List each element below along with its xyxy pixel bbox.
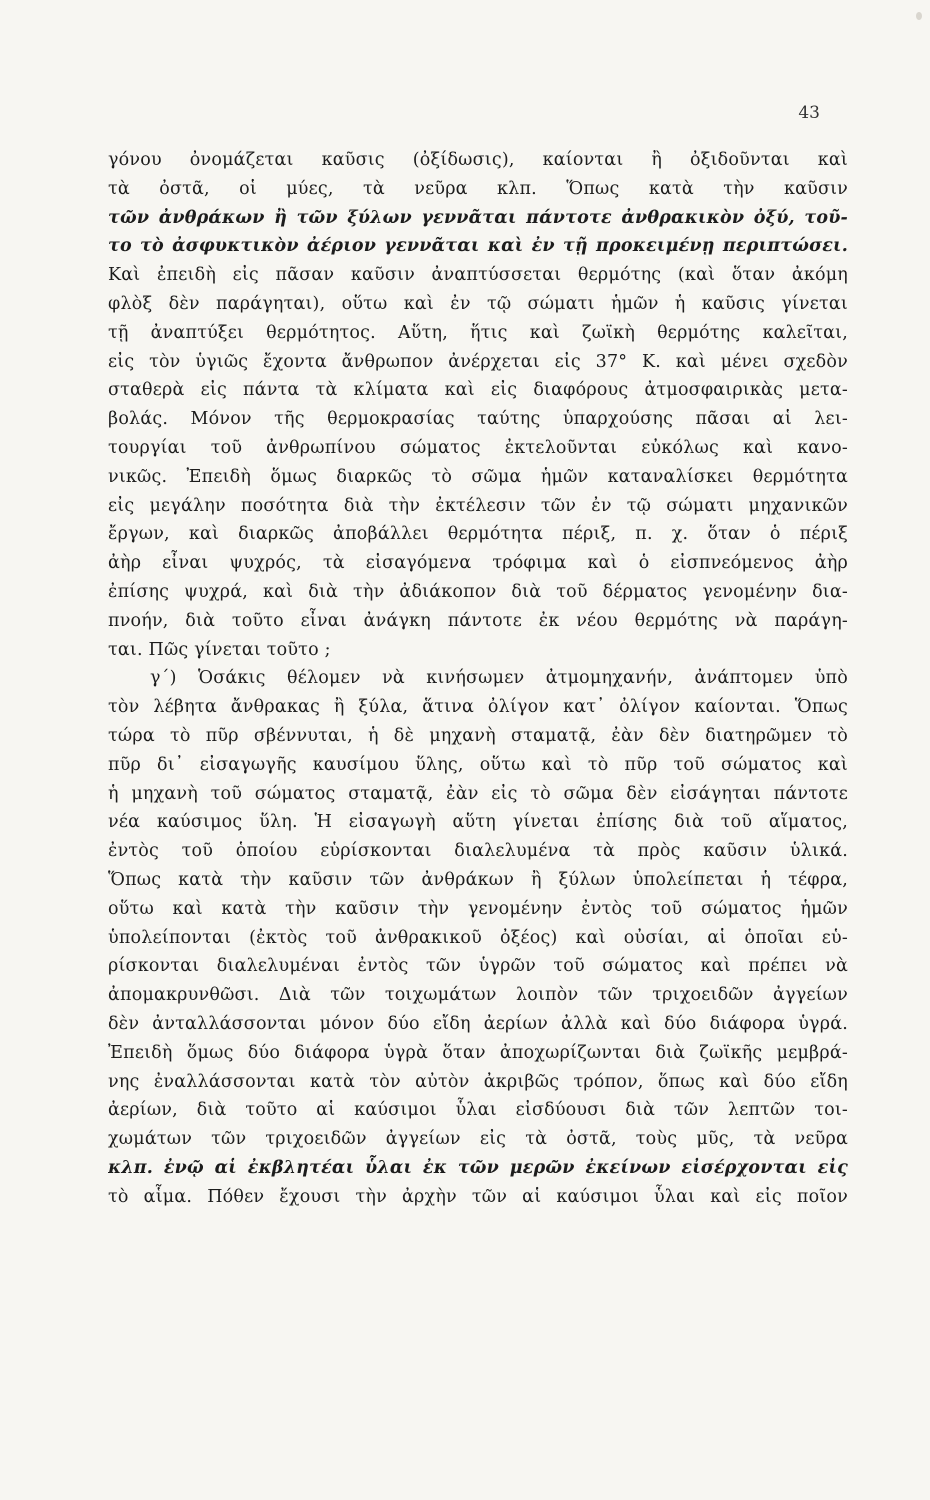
text-line: χωμάτων τῶν τριχοειδῶν ἀγγείων εἰς τὰ ὀστᾶ, τοὺς μῦς, τὰ νεῦρα bbox=[108, 1129, 848, 1150]
text-line: νης ἐναλλάσσονται κατὰ τὸν αὐτὸν ἀκριβῶς τρόπον, ὅπως καὶ δύο εἴδη bbox=[108, 1071, 848, 1092]
text-line: τουργίαι τοῦ ἀνθρωπίνου σώματος ἐκτελοῦνται εὐκόλως καὶ κανο- bbox=[108, 437, 848, 458]
text-line: ἀπομακρυνθῶσι. Διὰ τῶν τοιχωμάτων λοιπὸν τῶν τριχοειδῶν ἀγγείων bbox=[108, 985, 848, 1006]
text-line: τώρα τὸ πῦρ σβέννυται, ἡ δὲ μηχανὴ σταματᾷ, ἐὰν δὲν διατηρῶμεν τὸ bbox=[108, 725, 848, 746]
text-line: πῦρ δι᾽ εἰσαγωγῆς καυσίμου ὕλης, οὕτω καὶ τὸ πῦρ τοῦ σώματος καὶ bbox=[108, 754, 848, 775]
text-line: τῶν ἀνθράκων ἢ τῶν ξύλων γεννᾶται πάντοτε ἀνθρακικὸν ὀξύ, τοῦ- bbox=[108, 207, 848, 228]
text-line: Ἐπειδὴ ὅμως δύο διάφορα ὑγρὰ ὅταν ἀποχωρίζωνται διὰ ζωϊκῆς μεμβρά- bbox=[108, 1042, 848, 1063]
text-line: εἰς μεγάλην ποσότητα διὰ τὴν ἐκτέλεσιν τῶν ἐν τῷ σώματι μηχανικῶν bbox=[108, 495, 848, 516]
text-line: γόνου ὀνομάζεται καῦσις (ὀξίδωσις), καίονται ἢ ὀξιδοῦνται καὶ bbox=[108, 150, 848, 170]
paper-speck bbox=[916, 12, 922, 20]
text-line: ἀὴρ εἶναι ψυχρός, τὰ εἰσαγόμενα τρόφιμα καὶ ὁ εἰσπνεόμενος ἀὴρ bbox=[108, 553, 848, 574]
text-line: δὲν ἀνταλλάσσονται μόνον δύο εἴδη ἀερίων ἀλλὰ καὶ δύο διάφορα ὑγρά. bbox=[108, 1013, 848, 1034]
text-line: ἀερίων, διὰ τοῦτο αἱ καύσιμοι ὗλαι εἰσδύουσι διὰ τῶν λεπτῶν τοι- bbox=[108, 1100, 848, 1121]
text-line: ἐπίσης ψυχρά, καὶ διὰ τὴν ἀδιάκοπον διὰ τοῦ δέρματος γενομένην δια- bbox=[108, 581, 848, 602]
text-line: οὕτω καὶ κατὰ τὴν καῦσιν τὴν γενομένην ἐντὸς τοῦ σώματος ἡμῶν bbox=[108, 898, 848, 919]
text-line: νέα καύσιμος ὕλη. Ἡ εἰσαγωγὴ αὕτη γίνεται ἐπίσης διὰ τοῦ αἵματος, bbox=[108, 812, 848, 833]
body-text bbox=[108, 146, 848, 1211]
text-line: βολάς. Μόνον τῆς θερμοκρασίας ταύτης ὑπαρχούσης πᾶσαι αἱ λει- bbox=[108, 409, 848, 430]
text-line: εἰς τὸν ὑγιῶς ἔχοντα ἄνθρωπον ἀνέρχεται εἰς 37° Κ. καὶ μένει σχεδὸν bbox=[108, 351, 848, 372]
text-line: ἡ μηχανὴ τοῦ σώματος σταματᾷ, ἐὰν εἰς τὸ σῶμα δὲν εἰσάγηται πάντοτε bbox=[108, 783, 848, 804]
text-line: ρίσκονται διαλελυμέναι ἐντὸς τῶν ὑγρῶν τοῦ σώματος καὶ πρέπει νὰ bbox=[108, 956, 848, 977]
text-line: τῇ ἀναπτύξει θερμότητος. Αὕτη, ἥτις καὶ ζωϊκὴ θερμότης καλεῖται, bbox=[108, 322, 848, 343]
text-line: ἔργων, καὶ διαρκῶς ἀποβάλλει θερμότητα πέριξ, π. χ. ὅταν ὁ πέριξ bbox=[108, 524, 848, 545]
text-line: πνοήν, διὰ τοῦτο εἶναι ἀνάγκη πάντοτε ἐκ νέου θερμότης νὰ παράγη- bbox=[108, 610, 848, 631]
page-number: 43 bbox=[798, 103, 820, 123]
text-line: ἐντὸς τοῦ ὁποίου εὑρίσκονται διαλελυμένα τὰ πρὸς καῦσιν ὑλικά. bbox=[108, 841, 848, 862]
text-line: Καὶ ἐπειδὴ εἰς πᾶσαν καῦσιν ἀναπτύσσεται θερμότης (καὶ ὅταν ἀκόμη bbox=[108, 265, 848, 286]
text-line: φλὸξ δὲν παράγηται), οὕτω καὶ ἐν τῷ σώματι ἡμῶν ἡ καῦσις γίνεται bbox=[108, 293, 848, 314]
text-line: τὸ αἷμα. Πόθεν ἔχουσι τὴν ἀρχὴν τῶν αἱ καύσιμοι ὗλαι καὶ εἰς ποῖον bbox=[108, 1186, 848, 1207]
text-line: γ΄) Ὁσάκις θέλομεν νὰ κινήσωμεν ἀτμομηχανήν, ἀνάπτομεν ὑπὸ bbox=[150, 668, 848, 689]
text-line: τὰ ὀστᾶ, οἱ μύες, τὰ νεῦρα κλπ. Ὅπως κατὰ τὴν καῦσιν bbox=[108, 178, 848, 199]
text-line: ται. Πῶς γίνεται τοῦτο ; bbox=[108, 639, 331, 660]
text-line: ὑπολείπονται (ἐκτὸς τοῦ ἀνθρακικοῦ ὀξέος) καὶ οὐσίαι, αἱ ὁποῖαι εὑ- bbox=[108, 927, 848, 948]
text-line: σταθερὰ εἰς πάντα τὰ κλίματα καὶ εἰς διαφόρους ἀτμοσφαιρικὰς μετα- bbox=[108, 380, 848, 401]
text-line: νικῶς. Ἐπειδὴ ὅμως διαρκῶς τὸ σῶμα ἡμῶν καταναλίσκει θερμότητα bbox=[108, 466, 848, 487]
text-line: κλπ. ἐνῷ αἱ ἐκβλητέαι ὗλαι ἐκ τῶν μερῶν ἐκείνων εἰσέρχονται εἰς bbox=[108, 1157, 848, 1178]
text-line: τὸν λέβητα ἄνθρακας ἢ ξύλα, ἅτινα ὀλίγον κατ᾽ ὀλίγον καίονται. Ὅπως bbox=[108, 697, 848, 718]
text-line: το τὸ ἀσφυκτικὸν ἀέριον γεννᾶται καὶ ἐν τῇ προκειμένῃ περιπτώσει. bbox=[108, 236, 848, 257]
text-line: Ὅπως κατὰ τὴν καῦσιν τῶν ἀνθράκων ἢ ξύλων ὑπολείπεται ἡ τέφρα, bbox=[108, 869, 848, 890]
